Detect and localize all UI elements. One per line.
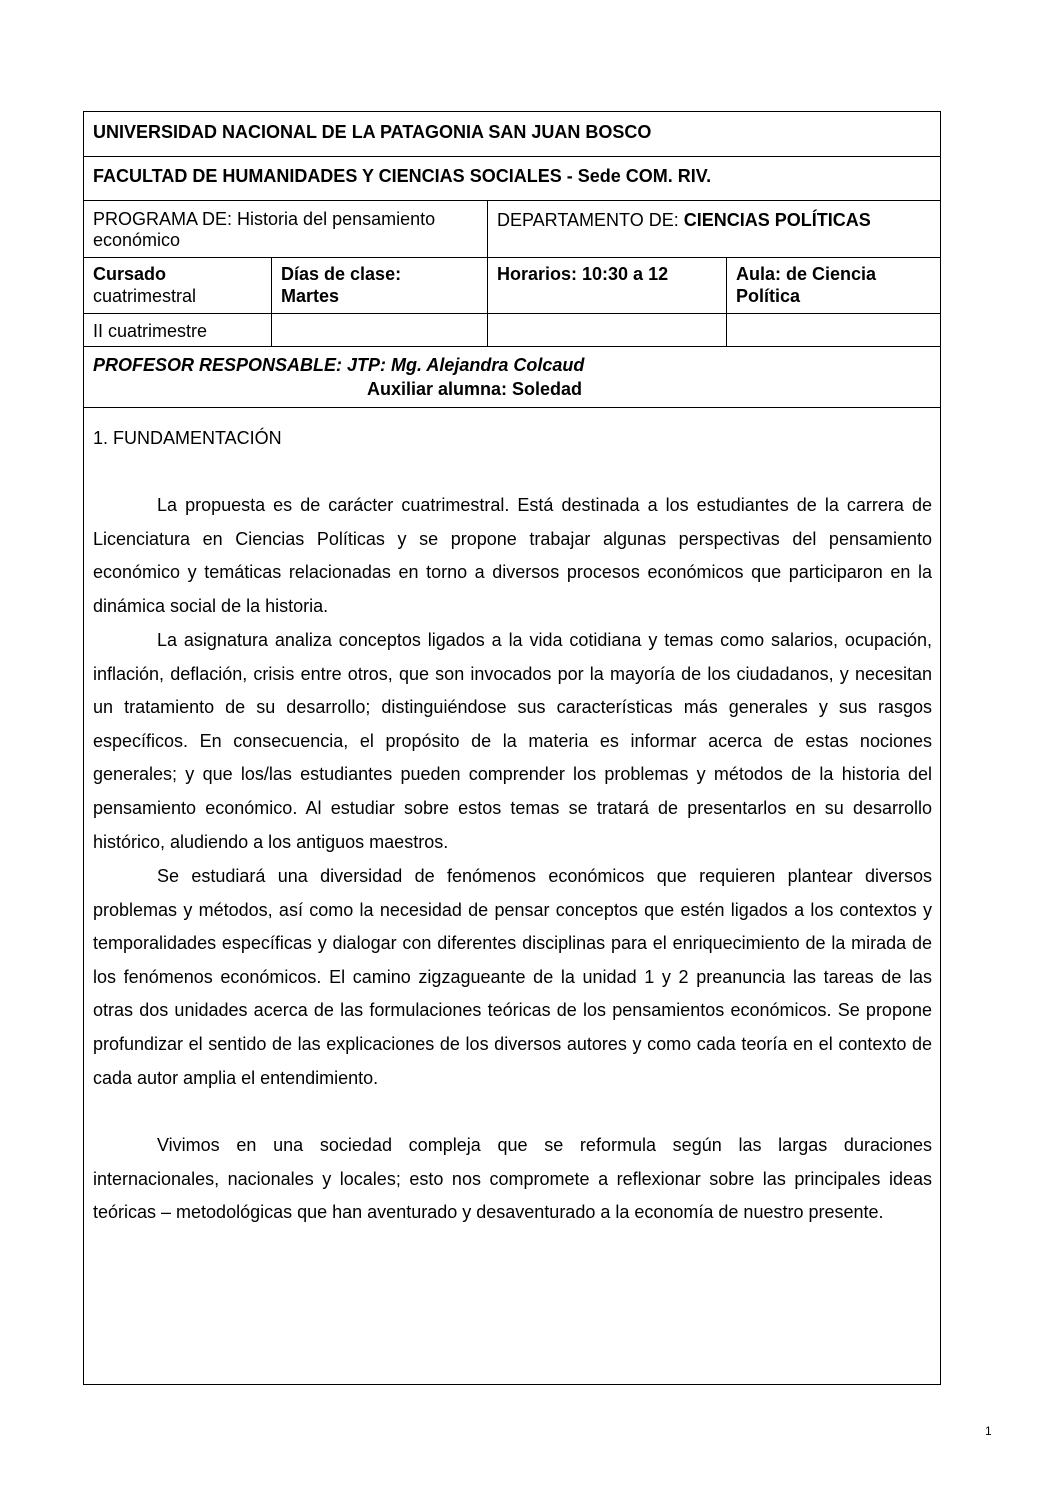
paragraph-1: La propuesta es de carácter cuatrimestral. Está destinada a los estudiantes de la carrera de Licenciatura en Ciencias Políticas y se propone trabajar algunas perspectivas del pensamiento económico y temáticas relacionadas en torno a diversos procesos económicos que participaron en la dinámica social de la historia.	[93, 495, 932, 616]
aula-line1: Aula: de Ciencia	[736, 264, 877, 284]
dias-cell	[271, 258, 487, 313]
university-name: UNIVERSIDAD NACIONAL DE LA PATAGONIA SAN JUAN BOSCO	[93, 122, 652, 142]
horarios-cell	[487, 258, 726, 313]
university-row	[84, 112, 940, 157]
section-heading: 1. FUNDAMENTACIÓN	[93, 428, 282, 448]
fundamentacion-section	[84, 408, 940, 1384]
professor-text: PROFESOR RESPONSABLE: JTP: Mg. Alejandra Colcaud	[93, 355, 585, 375]
paragraph-2: La asignatura analiza conceptos ligados a la vida cotidiana y temas como salarios, ocupación, inflación, deflación, crisis entre otros, que son invocados por la mayoría de los ciudadanos, y necesitan un tratamiento de su desarrollo; distinguiéndose sus características más generales y sus rasgos específicos. En consecuencia, el propósito de la materia es informar acerca de estas nociones generales; y que los/las estudiantes pueden comprender los problemas y métodos de la historia del pensamiento económico. Al estudiar sobre estos temas se tratará de presentarlos en su desarrollo histórico, aludiendo a los antiguos maestros.	[93, 630, 932, 852]
department-cell	[487, 201, 940, 257]
empty-cell-2	[487, 314, 726, 346]
cursado-value: cuatrimestral	[93, 286, 197, 306]
dias-label: Días de clase:	[281, 264, 402, 284]
paragraph-3: Se estudiará una diversidad de fenómenos económicos que requieren plantear diversos problemas y métodos, así como la necesidad de pensar conceptos que estén ligados a los contextos y temporalidades específicas y dialogar con diferentes disciplinas para el enriquecimiento de la mirada de los fenómenos económicos. El camino zigzagueante de la unidad 1 y 2 preanuncia las tareas de las otras dos unidades acerca de las formulaciones teóricas de los pensamientos económicos. Se propone profundizar el sentido de las explicaciones de los diversos autores y como cada teoría en el contexto de cada autor amplia el entendimiento.	[93, 866, 932, 1088]
program-value: Historia del pensamiento económico	[93, 209, 436, 250]
professor-cell	[84, 347, 940, 407]
schedule-row	[84, 258, 940, 314]
paragraph-4: Vivimos en una sociedad compleja que se reformula según las largas duraciones internacionales, nacionales y locales; esto nos compromete a reflexionar sobre las principales ideas teóricas – metodológicas que han aventurado y desaventurado a la economía de nuestro presente.	[93, 1135, 932, 1223]
empty-cell-1	[271, 314, 487, 346]
professor-row	[84, 347, 940, 408]
horarios-text: Horarios: 10:30 a 12	[497, 264, 669, 284]
cursado-cell	[84, 258, 271, 313]
program-cell	[84, 201, 487, 257]
program-row	[84, 201, 940, 258]
dias-value: Martes	[281, 286, 340, 306]
empty-cell-3	[726, 314, 940, 346]
faculty-name: FACULTAD DE HUMANIDADES Y CIENCIAS SOCIALES - Sede COM. RIV.	[93, 166, 712, 186]
program-header-table	[83, 111, 941, 1385]
program-label: PROGRAMA DE:	[93, 209, 233, 229]
faculty-row	[84, 157, 940, 201]
page-number: 1	[985, 1424, 992, 1438]
aula-line2: Política	[736, 286, 801, 306]
auxiliar-text: Auxiliar alumna: Soledad	[367, 379, 583, 399]
cuatrimestre-row	[84, 314, 940, 347]
cuatrimestre-cell: II cuatrimestre	[93, 321, 208, 341]
aula-cell	[726, 258, 940, 313]
cursado-label: Cursado	[93, 264, 167, 284]
department-label: DEPARTAMENTO DE:	[497, 210, 679, 230]
department-value: CIENCIAS POLÍTICAS	[683, 210, 871, 230]
